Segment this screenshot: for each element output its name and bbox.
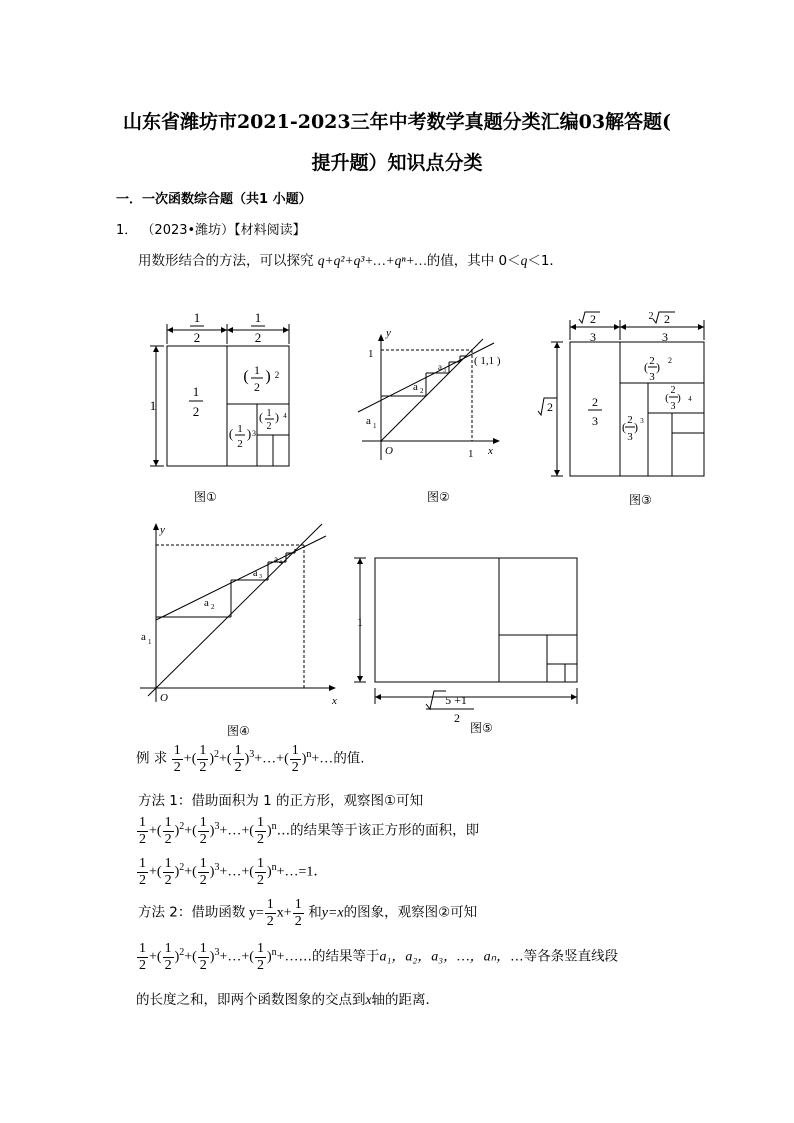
fig2-a2-sub: 2 <box>420 387 424 395</box>
fig3-p2-den: 3 <box>649 371 655 383</box>
fig5-side: 1 <box>357 615 363 629</box>
fig4-caption: 图④ <box>227 724 250 738</box>
fig1-big-den: 2 <box>192 404 200 419</box>
fig1-top-den-left: 2 <box>193 330 201 345</box>
fig3-side-rad: 2 <box>547 400 553 414</box>
fig3-big-num: 2 <box>592 395 598 409</box>
method2-title-c: 的图象，观察图②可知 <box>343 904 478 921</box>
fig1-p4-num: 1 <box>266 408 272 419</box>
method2-title-a: 方法 2：借助函数 <box>138 904 246 921</box>
fig1-paren: ) <box>246 426 252 441</box>
fraction: $\frac{1}{2}$ <box>199 941 207 973</box>
page-title-line1: 山东省潍坊市2021-2023三年中考数学真题分类汇编03解答题( <box>122 111 672 133</box>
fig4-a3-sub: 3 <box>259 574 262 580</box>
fig1-paren: ( <box>259 410 263 424</box>
fig4-origin: O <box>160 692 168 704</box>
fig3-p4-den: 3 <box>670 401 676 412</box>
fig4-a1-sub: 1 <box>148 638 152 646</box>
fig3-tr-rad: 2 <box>664 312 670 326</box>
intro-text-a: 用数形结合的方法，可以探究 <box>138 253 314 269</box>
method2-line-tail-a: …的结果等于 <box>298 948 380 965</box>
fig4-y-label: y <box>160 524 165 536</box>
example-line: 例 求 $\frac{1}{2}$ +( $\frac{1}{2}$ )$^2$+( $\frac{1}{2}$ )$^3$+…+( $\frac{1}{2}$ )$^n$+…的值. <box>136 743 365 775</box>
method2-title: 方法 2：借助函数 y= $\frac{1}{2}$ x+ $\frac{1}{2}$ 和y=x的图象，观察图②可知 <box>138 897 478 929</box>
fig4-a2-sub: 2 <box>211 603 215 611</box>
question-header <box>116 219 306 238</box>
fig2-point: ( 1,1 ) <box>474 355 501 367</box>
page-title-line2: 提升题）知识点分类 <box>311 152 483 174</box>
fraction: $\frac{1}{2}$ <box>199 815 207 847</box>
fig5-bottom-den: 2 <box>454 711 460 725</box>
example-tail: 的值. <box>333 750 365 767</box>
fig2-a1-sub: 1 <box>373 422 377 430</box>
figure-1 <box>140 308 300 508</box>
intro-text-c: ＜1． <box>527 253 563 269</box>
fig1-top-den-right: 2 <box>254 330 262 345</box>
fig3-paren: ( <box>665 392 669 404</box>
method1-line-a: $\frac{1}{2}$ +( $\frac{1}{2}$ )$^2$+( $\frac{1}{2}$ )$^3$+…+( $\frac{1}{2}$ )$^n$…的结果等于该正方形的面积，即 <box>139 815 480 847</box>
fig3-tl-rad: 2 <box>590 312 596 326</box>
fig1-paren: ) <box>265 368 271 385</box>
fraction: $\frac{1}{2}$ <box>199 856 207 888</box>
fig1-top-num-right: 1 <box>254 310 262 325</box>
fig1-p2-num: 1 <box>254 363 260 377</box>
fig2-one-x: 1 <box>468 448 474 460</box>
method2-line: $\frac{1}{2}$ +( $\frac{1}{2}$ )$^2$+( $\frac{1}{2}$ )$^3$+…+( $\frac{1}{2}$ )$^n$+……的结果等于a₁，a₂，a₃，…，aₙ，…等各条竖直线段 <box>139 941 619 973</box>
fig1-p3-num: 1 <box>237 423 243 435</box>
fig1-side: 1 <box>149 398 157 413</box>
section-heading: 一．一次函数综合题（共1 小题） <box>116 192 312 207</box>
fig2-a1: a <box>366 415 371 427</box>
fraction: $\frac{1}{2}$ <box>199 743 207 775</box>
fig3-paren: ) <box>656 360 660 374</box>
fig2-a2: a <box>413 381 418 393</box>
figure-3 <box>535 305 715 485</box>
fraction: $\frac{1}{2}$ <box>291 743 299 775</box>
fig4-a4: a <box>274 554 278 564</box>
question-intro <box>138 249 563 269</box>
method2-title-b: 和 <box>308 904 322 921</box>
fig5-bottom-num: 5 +1 <box>445 693 467 707</box>
fig3-tl-den: 3 <box>590 330 596 344</box>
fig3-tr-coef: 2 <box>648 311 654 322</box>
question-number: 1． <box>116 223 138 238</box>
fig3-p3-den: 3 <box>627 431 633 443</box>
fig4-a1: a <box>141 631 146 643</box>
fig3-paren: ) <box>634 420 638 434</box>
fig3-caption: 图③ <box>629 493 652 507</box>
fig2-a3: a <box>438 362 442 372</box>
fig1-paren: ( <box>243 368 249 385</box>
method2-line2-x: x <box>365 992 372 1007</box>
fig3-p3-num: 2 <box>627 414 633 426</box>
method2-line2-end: 轴的距离． <box>371 992 439 1008</box>
fig1-caption: 图① <box>194 490 217 504</box>
intro-q: q <box>520 253 528 268</box>
method2-line2-text: 的长度之和，即两个函数图象的交点到 <box>136 992 366 1008</box>
method1-line-a-tail: …的结果等于该正方形的面积，即 <box>276 822 480 839</box>
figure-4 <box>136 520 346 710</box>
fig1-paren: ) <box>275 410 279 424</box>
method2-line-tail-b: …等各条竖直线段 <box>510 948 619 965</box>
fig3-p4-num: 2 <box>670 385 676 396</box>
fraction: $\frac{1}{2}$ <box>164 941 172 973</box>
fig4-a3: a <box>253 568 258 579</box>
fig1-exp3: 3 <box>252 429 256 438</box>
fig2-a3-sub: 3 <box>443 368 446 374</box>
fig3-big-den: 3 <box>592 414 598 428</box>
fig2-x-label: x <box>488 445 493 457</box>
figure-5 <box>346 552 586 727</box>
fig1-p3-den: 2 <box>237 438 243 450</box>
question-source: （2023•潍坊）【材料阅读】 <box>141 223 306 238</box>
method1-line-b: $\frac{1}{2}$ +( $\frac{1}{2}$ )$^2$+( $\frac{1}{2}$ )$^3$+…+( $\frac{1}{2}$ )$^n$+…=1． <box>139 856 328 888</box>
method2-segments: a₁，a₂，a₃，…，aₙ， <box>379 949 511 965</box>
fig2-one-y: 1 <box>368 348 374 360</box>
fig1-exp4: 4 <box>283 412 287 420</box>
intro-text-b: 的值，其中 0＜ <box>426 253 521 269</box>
fraction: $\frac{1}{2}$ <box>266 897 274 929</box>
fig4-a4-sub: 4 <box>279 560 282 566</box>
fraction: $\frac{1}{2}$ <box>294 897 302 929</box>
fraction: $\frac{1}{2}$ <box>164 815 172 847</box>
fraction: $\frac{1}{2}$ <box>256 856 264 888</box>
intro-series: q+q²+q³+…+qⁿ+… <box>317 253 427 268</box>
figure-2 <box>348 320 508 470</box>
fig4-x-label: x <box>332 695 337 707</box>
fig4-a2: a <box>204 597 209 609</box>
fraction: $\frac{1}{2}$ <box>139 941 146 973</box>
fraction: $\frac{1}{2}$ <box>139 856 146 888</box>
example-lead: 例 求 <box>136 750 168 767</box>
fraction: $\frac{1}{2}$ <box>234 743 242 775</box>
fig5-caption: 图⑤ <box>470 721 493 735</box>
fig3-p2-num: 2 <box>649 355 655 367</box>
fig1-p2-den: 2 <box>254 380 260 394</box>
fraction: $\frac{1}{2}$ <box>164 856 172 888</box>
fraction: $\frac{1}{2}$ <box>256 815 264 847</box>
fig3-exp4: 4 <box>688 395 692 403</box>
fig2-y-label: y <box>386 327 391 339</box>
fig2-origin: O <box>385 445 393 457</box>
fraction: $\frac{1}{2}$ <box>256 941 264 973</box>
method2-eq: y=x <box>321 905 344 921</box>
fig3-paren: ( <box>622 420 626 434</box>
fig1-top-num-left: 1 <box>193 310 201 325</box>
fig3-paren: ) <box>677 392 681 404</box>
fig2-caption: 图② <box>427 490 450 504</box>
fig3-paren: ( <box>644 360 648 374</box>
fig1-paren: ( <box>228 426 234 441</box>
method1-title: 方法 1：借助面积为 1 的正方形，观察图①可知 <box>138 793 424 809</box>
fig1-exp2: 2 <box>274 370 280 380</box>
method2-line2 <box>136 988 439 1008</box>
fraction: $\frac{1}{2}$ <box>139 815 146 847</box>
fig3-exp2: 2 <box>668 356 672 365</box>
fig1-p4-den: 2 <box>266 421 272 432</box>
fig3-tr-den: 3 <box>662 330 668 344</box>
method1-line-b-tail: =1． <box>298 864 328 880</box>
fraction: $\frac{1}{2}$ <box>173 743 181 775</box>
fig1-big-num: 1 <box>192 384 200 399</box>
fig3-exp3: 3 <box>640 417 644 425</box>
